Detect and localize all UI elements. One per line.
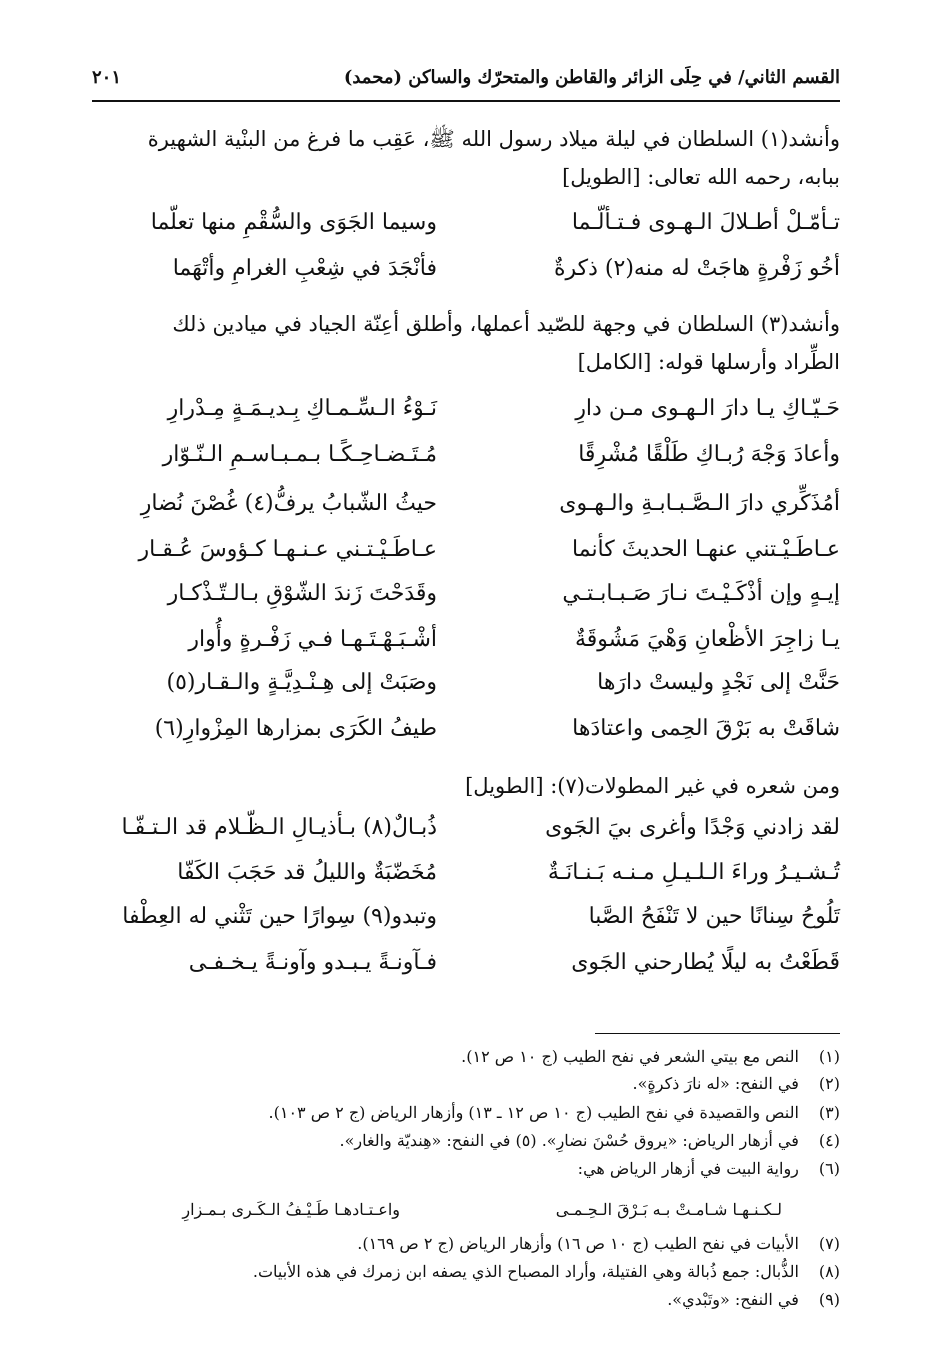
running-title: القسم الثاني/ في حِلَى الزائر والقاطن والمتحرّك والساكن (محمد) [343, 66, 840, 88]
footnote-text: في النفح: «له نارَ ذكرةٍ». [632, 1074, 799, 1093]
footnote-number: (٩) [818, 1290, 840, 1309]
verse-second-hemistich: طيفُ الكَرَى بمزارها المِزْوارِ(٦) [154, 716, 437, 741]
footnote-number: (٢) [818, 1074, 840, 1093]
verse-row [92, 670, 840, 716]
verse-second-hemistich: أشْـبَـهْـتَـهـا فـي زَفْـرةٍ وأُوار [188, 627, 437, 652]
intro-paragraph-3 [92, 767, 840, 805]
verse-row [92, 537, 840, 583]
verse-first-hemistich: أخُو زَفْرةٍ هاجَتْ له منه(٢) ذكرةٌ [553, 256, 840, 281]
footnote-text: الأبيات في نفح الطيب (ج ١٠ ص ١٦) وأزهار الرياض (ج ٢ ص ١٦٩). [357, 1234, 799, 1253]
intro-1-line-2: ببابه، رحمه الله تعالى: [الطويل] [562, 165, 840, 189]
intro-2-line-2: الطِّراد وأرسلها قوله: [الكامل] [577, 350, 840, 374]
verse-first-hemistich: حَـيّـاكِ يـا دارَ الـهـوى مـن دارِ [575, 396, 840, 421]
verse-second-hemistich: مُخَضّبَةٌ والليلُ قد حَجَبَ الكَفّا [177, 860, 437, 885]
verse-second-hemistich: وسيما الجَوَى والسُّقْمِ منها تعلّما [150, 210, 437, 235]
verse-row [92, 815, 840, 861]
verse-second-hemistich: فأنْجَدَ في شِعْبِ الغرامِ وأتْهَما [172, 256, 437, 281]
verse-second-hemistich: وتبدو(٩) سِوارًا حين تَثْني له العِطْفا [122, 904, 437, 929]
footnote-number: (٣) [818, 1103, 840, 1122]
verse-row [92, 210, 840, 256]
verse-first-hemistich: أمُذَكِّري دارَ الـصَّـبـابـةِ والـهـوى [559, 491, 840, 516]
footnote-number: (٧) [818, 1234, 840, 1253]
verse-first-hemistich: تُـشـيـرُ وراءَ الـلـيـلِ مـنـه بَـنـانَـةٌ [547, 860, 840, 885]
verse-row [92, 860, 840, 906]
footnote [92, 1259, 840, 1285]
footnote-text: رواية البيت في أزهار الرياض هي: [577, 1159, 799, 1178]
footnote-number: (٨) [818, 1262, 840, 1281]
verse-row [92, 904, 840, 950]
verse-second-hemistich: مُـتَـضـاحِـكًـا بـمـبـاسـمِ الـنّـوّار [162, 442, 437, 467]
footnote [92, 1231, 840, 1257]
footnote [92, 1100, 840, 1126]
verse-row [92, 396, 840, 442]
intro-paragraph-2 [92, 305, 840, 381]
verse-second-hemistich: نَـوْءُ الـسِّـمـاكِ بِـديـمَـةٍ مِـدْرارِ [167, 396, 437, 421]
verse-first-hemistich: قَطَعْتُ به ليلًا يُطارحني الجَوى [571, 950, 840, 975]
footnote-verse-first: لـكـنـهـا شـامـتْ بـه بَـرْقَ الـحِـمـى [555, 1200, 782, 1219]
footnote [92, 1128, 840, 1154]
footnote [92, 1044, 840, 1070]
verse-second-hemistich: وصَبَتْ إلى هِـنْـدِيَّـةٍ والـقـار(٥) [166, 670, 437, 695]
intro-1-line-1: وأنشد(١) السلطان في ليلة ميلاد رسول الله ﷺ، عَقِب ما فرغ من البنْية الشهيرة [147, 127, 840, 151]
verse-row [92, 442, 840, 488]
verse-second-hemistich: عـاطَـيْـتـني عـنـهـا كـؤوسَ عُـقـار [138, 537, 437, 562]
footnote [92, 1071, 840, 1097]
footnote-number: (٦) [818, 1159, 840, 1178]
footnote [92, 1287, 840, 1313]
intro-3-line: ومن شعره في غير المطولات(٧): [الطويل] [465, 774, 840, 798]
verse-second-hemistich: ذُبـالٌ(٨) بـأذيـالِ الـظّـلام قد الـتـفّـا [121, 815, 437, 840]
verse-first-hemistich: حَنَّتْ إلى نَجْدٍ وليستْ دارَها [597, 670, 840, 695]
verse-first-hemistich: عـاطَـيْـتني عنهـا الحديثَ كأنما [572, 537, 840, 562]
verse-row [92, 950, 840, 996]
intro-2-line-1: وأنشد(٣) السلطان في وجهة للصّيد أعملها، وأطلق أعِنّة الجياد في ميادين ذلك [172, 312, 840, 336]
verse-second-hemistich: فـآونـةً يـبـدو وآونـةً يـخـفـى [188, 950, 437, 975]
verse-second-hemistich: حيثُ الشّبابُ يرفُّ(٤) غُصْنَ نُضارِ [140, 491, 437, 516]
footnote-text: في أزهار الرياض: «يروق حُسْنَ نضارِ». (٥) في النفح: «هِنديّة والغار». [339, 1131, 799, 1150]
verse-first-hemistich: يـا زاجِرَ الأظْعانِ وَهْيَ مَشُوقَةٌ [574, 627, 840, 652]
footnote-text: الذُّبال: جمع ذُبالة وهي الفتيلة، وأراد المصباح الذي يصفه ابن زمرك في هذه الأبيات. [252, 1262, 799, 1281]
verse-second-hemistich: وقَدَحْتَ زَندَ الشّوْقِ بـالـتّـذْكـار [167, 581, 437, 606]
verse-first-hemistich: شاقَتْ به بَرْقَ الحِمى واعتادَها [572, 716, 840, 741]
page-number: ٢٠١ [92, 66, 122, 88]
running-header [92, 58, 840, 96]
verse-row [92, 716, 840, 762]
verse-row [92, 491, 840, 537]
intro-paragraph-1 [92, 120, 840, 196]
footnote-number: (١) [818, 1047, 840, 1066]
verse-first-hemistich: وأعادَ وَجْهَ رُبـاكِ طَلْقًا مُشْرِقًا [578, 442, 840, 467]
verse-row [92, 256, 840, 302]
footnote-text: النص والقصيدة في نفح الطيب (ج ١٠ ص ١٢ ـ ١٣) وأزهار الرياض (ج ٢ ص ١٠٣). [268, 1103, 799, 1122]
footnote-number: (٤) [818, 1131, 840, 1150]
verse-first-hemistich: تـأمّـلْ أطـلالَ الـهـوى فـتـألّـما [571, 210, 840, 235]
footnote-verse-second: واعـتـادهـا طَـيْـفُ الـكَـرى بـمـزارِ [182, 1200, 400, 1219]
footnote-text: في النفح: «وتَبْدي». [667, 1290, 799, 1309]
verse-first-hemistich: إيـهٍ وإن أذْكَـيْـتَ نـارَ صَـبـابـتـي [562, 581, 840, 606]
footnote-text: النص مع بيتي الشعر في نفح الطيب (ج ١٠ ص ١٢). [461, 1047, 799, 1066]
footnote [92, 1156, 840, 1182]
verse-row [92, 627, 840, 673]
footnote-separator [595, 1033, 840, 1034]
verse-first-hemistich: لقد زادني وَجْدًا وأغرى بيَ الجَوى [545, 815, 840, 840]
verse-row [92, 581, 840, 627]
header-rule [92, 100, 840, 102]
verse-first-hemistich: تَلُوحُ سِنانًا حين لا تَنْفَحُ الصَّبا [588, 904, 840, 929]
